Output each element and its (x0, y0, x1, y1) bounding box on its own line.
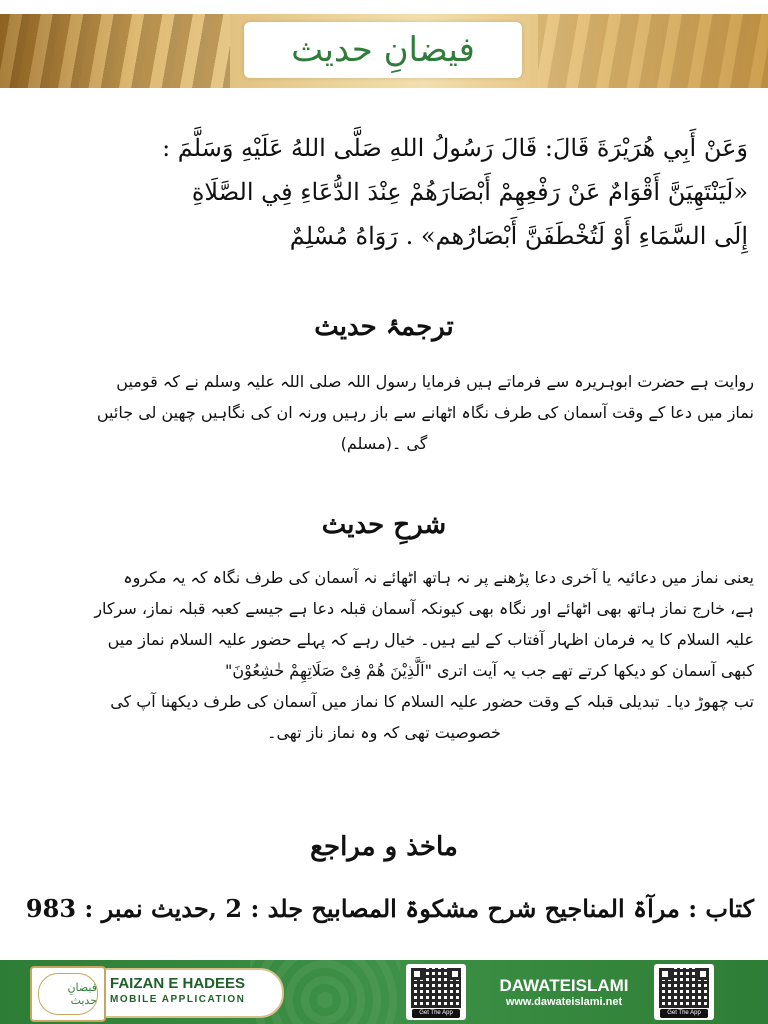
explanation-line: خصوصیت تھی کہ وہ نماز ناز تھی۔ (267, 723, 501, 742)
app-subtitle: MOBILE APPLICATION (110, 994, 246, 1005)
explanation-line: ہے، خارج نماز ہاتھ بھی اٹھائے اور نگاہ بھی کیونکہ آسمان قبلہ دعا ہے جیسے کعبہ قبلہ نماز، سرکار (94, 599, 754, 618)
qr-code-left[interactable] (406, 964, 466, 1020)
page-title: فیضانِ حدیث (291, 30, 475, 70)
brand-name: DAWATEISLAMI (499, 976, 629, 995)
app-logo[interactable] (30, 966, 106, 1022)
title-box (244, 22, 522, 78)
translation-line: نماز میں دعا کے وقت آسمان کی طرف نگاہ اٹھانے سے باز رہیں ورنہ ان کی نگاہیں چھین لی جائیں (96, 403, 754, 422)
hadith-arabic-text (18, 126, 748, 258)
calligraphy-texture-left (0, 14, 230, 88)
qr-icon (411, 968, 461, 1008)
explanation-line: علیہ السلام کا یہ فرمان اظہار آفتاب کے لیے ہیں۔ خیال رہے کہ پہلے حضور علیہ السلام نماز میں (107, 630, 754, 649)
translation-line: گی ۔(مسلم) (340, 434, 428, 453)
calligraphy-texture-right (538, 14, 768, 88)
explanation-line: کبھی آسمان کو دیکھا کرتے تھے جب یہ آیت اتری "اَلَّذِیْنَ هُمْ فِیْ صَلَاتِهِمْ خٰشِعُوْنَ" (224, 661, 754, 680)
store-badge-left[interactable]: Get The App (412, 1009, 460, 1018)
translation-text (14, 366, 754, 459)
book-reference: کتاب : مرآۃ المناجیح شرح مشکوۃ المصابیح جلد : 2 ,حدیث نمبر : 983 (25, 894, 754, 923)
translation-heading: ترجمۂ حدیث (314, 312, 454, 342)
hadith-arabic-line: «لَيَنْتَهِيَنَّ أَقْوَامٌ عَنْ رَفْعِهِمْ أَبْصَارَهُمْ عِنْدَ الدُّعَاءِ فِي الصَّلَاةِ (191, 178, 748, 206)
dawateislami-brand[interactable] (494, 976, 634, 1008)
explanation-line: یعنی نماز میں دعائیہ یا آخری دعا پڑھنے پر نہ ہاتھ اٹھائے نہ آسمان کی طرف نگاہ کہ یہ مکروہ (123, 568, 754, 587)
store-badge-right[interactable]: Get The App (660, 1009, 708, 1018)
explanation-text (14, 562, 754, 748)
sources-heading: ماخذ و مراجع (310, 832, 458, 862)
explanation-line: تب چھوڑ دیا۔ تبدیلی قبلہ کے وقت حضور علیہ السلام کا نماز میں آسمان کی طرف دیکھنا آپ کی (110, 692, 754, 711)
header-banner (0, 14, 768, 88)
qr-icon (659, 968, 709, 1008)
brand-url[interactable]: www.dawateislami.net (505, 996, 623, 1008)
app-name: FAIZAN E HADEES (110, 975, 246, 992)
app-logo-text: فیضانِ حدیث (38, 973, 98, 1015)
qr-code-right[interactable] (654, 964, 714, 1020)
hadith-arabic-line: وَعَنْ أَبِي هُرَيْرَةَ قَالَ: قَالَ رَسُولُ اللهِ صَلَّى اللهُ عَلَيْهِ وَسَلَّمَ : (162, 134, 748, 162)
explanation-heading: شرحِ حدیث (321, 510, 447, 540)
translation-line: روایت ہے حضرت ابوہریرہ سے فرماتے ہیں فرمایا رسول اللہ صلی اللہ علیہ وسلم نے کہ قومیں (116, 372, 754, 391)
content-area (0, 88, 768, 960)
hadith-arabic-line: إِلَى السَّمَاءِ أَوْ لَتُخْطَفَنَّ أَبْصَارُهم» . رَوَاهُ مُسْلِمٌ (289, 222, 748, 250)
footer-bar (0, 960, 768, 1024)
